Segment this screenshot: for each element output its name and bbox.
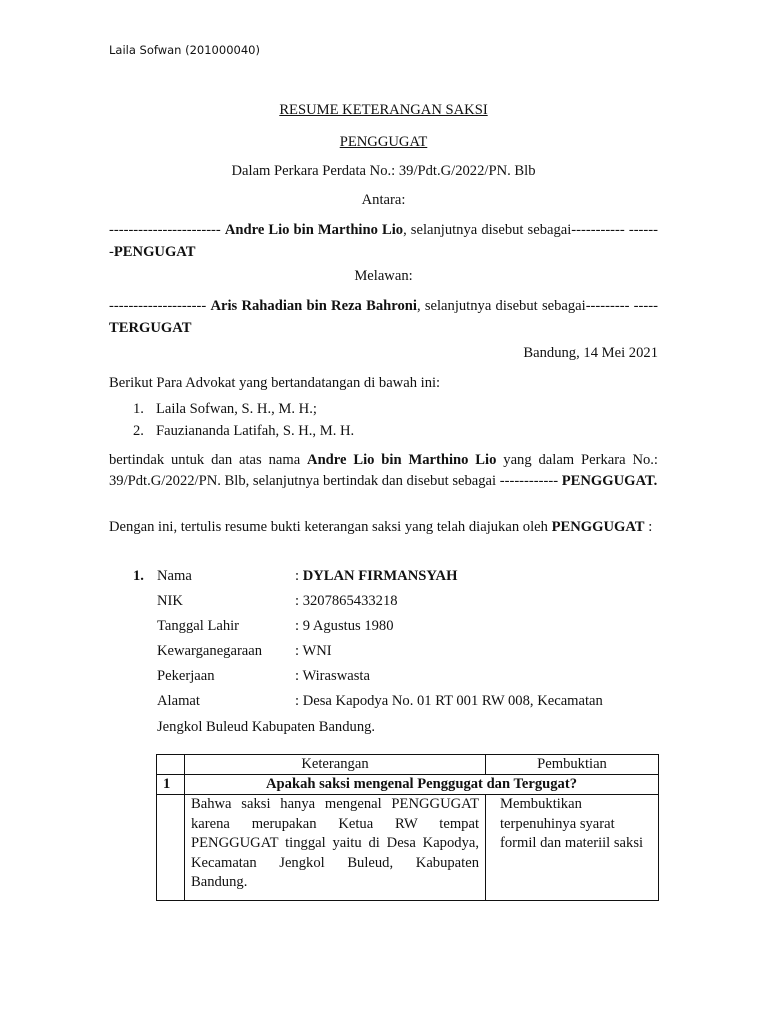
witness-label-tanggal-lahir: Tanggal Lahir — [157, 618, 240, 634]
row-question: Apakah saksi mengenal Penggugat dan Tergugat? — [185, 775, 659, 795]
statement-post: : — [644, 519, 653, 535]
antara-label: Antara: — [361, 192, 406, 208]
advocate-item — [133, 401, 317, 418]
plaintiff-role: PENGUGAT — [113, 244, 196, 260]
statement-role: PENGGUGAT — [551, 519, 645, 535]
plaintiff-dashes: ----------------------- — [109, 222, 225, 238]
row-number: 1 — [157, 775, 185, 795]
defendant-role: TERGUGAT — [109, 320, 192, 336]
advocate-item — [133, 423, 354, 440]
row-answer: Bahwa saksi hanya mengenal PENGGUGAT karena merupakan Ketua RW tempat PENGGUGAT tinggal yaitu di Desa Kapodya, Kecamatan Jengkol Buleud, Kabupaten Bandung. — [185, 795, 486, 901]
witness-value-kewarganegaraan: : WNI — [295, 643, 332, 659]
witness-value-alamat: : Desa Kapodya No. 01 RT 001 RW 008, Kecamatan — [295, 693, 603, 709]
witness-name: DYLAN FIRMANSYAH — [302, 568, 458, 584]
table-header-row — [157, 755, 659, 775]
defendant-name: Aris Rahadian bin Reza Bahroni — [210, 298, 417, 314]
acting-client-name: Andre Lio bin Marthino Lio — [307, 452, 497, 468]
table-row — [157, 795, 659, 901]
date-place: Bandung, 14 Mei 2021 — [523, 345, 658, 361]
table-question-row — [157, 775, 659, 795]
plaintiff-middle: , selanjutnya disebut sebagai----------- ------- — [109, 222, 658, 260]
witness-label-kewarganegaraan: Kewarganegaraan — [157, 643, 263, 659]
witness-value-tanggal-lahir: : 9 Agustus 1980 — [295, 618, 394, 634]
witness-address-continued: Jengkol Buleud Kabupaten Bandung. — [157, 719, 376, 735]
acting-role: PENGGUGAT. — [561, 473, 658, 489]
document-title: RESUME KETERANGAN SAKSI — [279, 102, 488, 118]
advocate-number: 2. — [133, 423, 144, 439]
plaintiff-name: Andre Lio bin Marthino Lio — [224, 222, 404, 238]
defendant-dashes: -------------------- — [109, 298, 211, 314]
advocate-name: Fauziananda Latifah, S. H., M. H. — [156, 423, 355, 439]
witness-label-nik: NIK — [157, 593, 183, 609]
melawan-label: Melawan: — [354, 268, 413, 284]
acting-paragraph — [109, 450, 658, 492]
statement-paragraph — [109, 517, 658, 538]
advocate-name: Laila Sofwan, S. H., M. H.; — [156, 401, 317, 417]
defendant-line — [109, 295, 658, 339]
witness-label-nama: Nama — [157, 568, 192, 584]
witness-number: 1. — [133, 568, 144, 584]
witness-value-nama — [295, 568, 457, 585]
row-evidence: Membuktikan terpenuhinya syarat formil dan materiil saksi — [486, 795, 659, 901]
witness-label-alamat: Alamat — [157, 693, 200, 709]
defendant-middle: , selanjutnya disebut sebagai--------- ----- — [416, 298, 658, 314]
case-number: Dalam Perkara Perdata No.: 39/Pdt.G/2022/PN. Blb — [231, 163, 536, 179]
acting-pre: bertindak untuk dan atas nama — [109, 452, 308, 468]
header-author: Laila Sofwan (201000040) — [109, 43, 260, 57]
evidence-table — [156, 754, 659, 901]
document-subtitle: PENGGUGAT — [339, 134, 428, 150]
advocates-intro: Berikut Para Advokat yang bertandatangan di bawah ini: — [109, 375, 441, 391]
table-header-pembuktian: Pembuktian — [486, 755, 659, 775]
row-empty-cell — [157, 795, 185, 901]
table-header-keterangan: Keterangan — [185, 755, 486, 775]
advocate-number: 1. — [133, 401, 144, 417]
statement-pre: Dengan ini, tertulis resume bukti keterangan saksi yang telah diajukan oleh — [109, 519, 552, 535]
acting-mid: yang dalam Perkara No.: 39/Pdt.G/2022/PN. Blb, selanjutnya bertindak dan disebut sebagai ------------ — [109, 452, 658, 489]
table-header-no — [157, 755, 185, 775]
plaintiff-line — [109, 219, 658, 263]
witness-value-pekerjaan: : Wiraswasta — [295, 668, 370, 684]
witness-label-pekerjaan: Pekerjaan — [157, 668, 215, 684]
witness-colon: : — [295, 568, 303, 584]
witness-value-nik: : 3207865433218 — [295, 593, 398, 609]
